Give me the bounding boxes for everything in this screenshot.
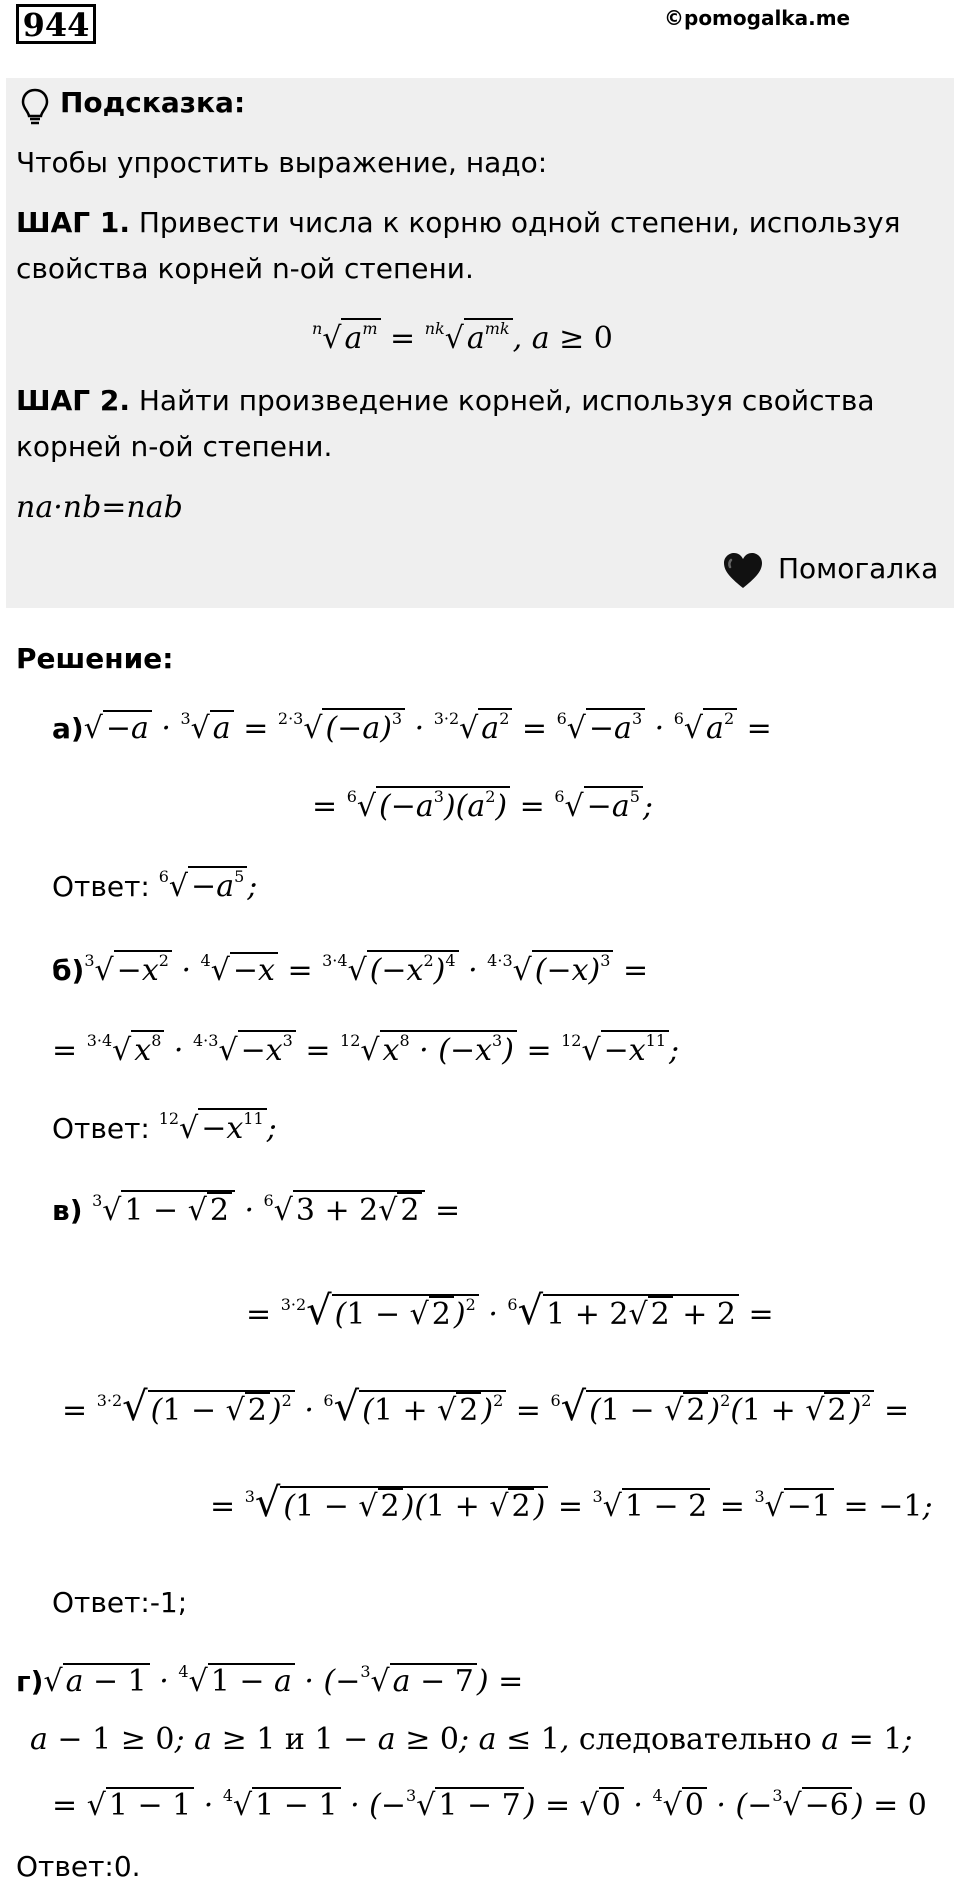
- part-v-line4: = $^3$√ (1 − √ 2 )(1 + √ 2 ) = $^3$√ 1 − 2 = $^3$√ −1 = −1;: [210, 1480, 933, 1526]
- part-g-label: г): [16, 1665, 44, 1698]
- step2-text: Найти произведение корней, используя свойства: [129, 384, 875, 417]
- part-b-answer: Ответ: $^{12}√ -x^{11}$ ;: [52, 1109, 277, 1146]
- answer-a-label: Ответ:: [52, 870, 150, 903]
- solution-title: Решение:: [16, 642, 174, 675]
- part-g-line1: г)√ a − 1 · $^4$√ 1 − a · (−$^3$√ a − 7 ) =: [16, 1662, 524, 1699]
- task-number: 944: [16, 4, 96, 44]
- part-a-line1: а)√ −a · $^3$√ a = $^{2\cdot 3}$√ $(-a)^3 \cdot ^{3\cdot 2}√$ $a^2 = ^6√ -a^3 \cdot ^6√$ $a^2$ =: [52, 709, 772, 746]
- step1-label: ШАГ 1.: [16, 206, 130, 239]
- answer-b-label: Ответ:: [52, 1112, 150, 1145]
- part-g-answer: Ответ:0.: [16, 1850, 141, 1883]
- part-v-line2: = $^{3\cdot 2}$√ (1 − √ 2 )$^2$ · $^6$√ 1 + 2√ 2 + 2 =: [246, 1288, 774, 1334]
- step1-text: Привести числа к корню одной степени, используя: [129, 206, 901, 239]
- part-g-line2: a − 1 ≥ 0; a ≥ 1 и 1 − a ≥ 0; a ≤ 1, следовательно a = 1;: [30, 1722, 913, 1757]
- hint-step1-line2: свойства корней n-ой степени.: [16, 252, 474, 285]
- part-g-line3: = √ 1 − 1 · $^4$√ 1 − 1 · (−$^3$√ 1 − 7 ) = √ 0 · $^4$√ 0 · (−$^3$√ −6 ) = 0: [52, 1786, 927, 1823]
- part-a-label: а): [52, 712, 84, 745]
- condition-therefore: следовательно: [578, 1722, 812, 1757]
- root-degree-formula: $^n$√ $a^m = ^{nk}√$ $a^{mk}$ , a ≥ 0: [312, 319, 613, 356]
- hint-step1-line1: [16, 206, 900, 239]
- part-v-answer: Ответ:-1;: [52, 1586, 188, 1619]
- part-b-line1: $б)^3√ -x^2 \cdot ^4√ -x = ^{3\cdot 4}√$ $(-x^2)^4 \cdot ^{4\cdot 3}√$ $(-x)^3$ =: [52, 951, 649, 988]
- brand-name: Помогалка: [778, 552, 939, 585]
- part-a-answer: Ответ: $^6√ -a^5$ ;: [52, 867, 258, 904]
- hint-intro: Чтобы упростить выражение, надо:: [16, 146, 548, 179]
- part-b-label: б): [52, 954, 85, 987]
- lightbulb-icon: [20, 88, 50, 126]
- hint-step2-line1: [16, 384, 875, 417]
- part-v-line3: = $^{3\cdot 2}$√ (1 − √ 2 )$^2$ · $^6$√ (1 + √ 2 )$^2$ = $^6$√ (1 − √ 2 )$^2$(1 + √ 2 )$^2$ =: [62, 1384, 910, 1430]
- condition-and: и: [284, 1722, 305, 1757]
- part-a-line2: = $^6$√ $(-a^3)(a^2) = ^6√ -a^5$ ;: [312, 787, 653, 824]
- hint-title: Подсказка:: [60, 86, 246, 119]
- part-v-line1: в) $^3$√ 1 − √ 2 · $^6$√ 3 + 2√ 2 =: [52, 1191, 461, 1228]
- site-watermark: ©pomogalka.me: [664, 6, 851, 30]
- part-b-line2: = $^{3\cdot 4}$√ $x^8 \cdot ^{4\cdot 3}√ -x^3 = ^{12}√$ $x^8 \cdot (-x^3) = ^{12}√ -x^{11}$ ;: [52, 1031, 680, 1068]
- heart-icon: [722, 552, 764, 590]
- hint-step2-line2: корней n-ой степени.: [16, 430, 333, 463]
- part-v-label: в): [52, 1194, 83, 1227]
- step2-label: ШАГ 2.: [16, 384, 130, 417]
- product-rule: na·nb=nab: [16, 490, 183, 525]
